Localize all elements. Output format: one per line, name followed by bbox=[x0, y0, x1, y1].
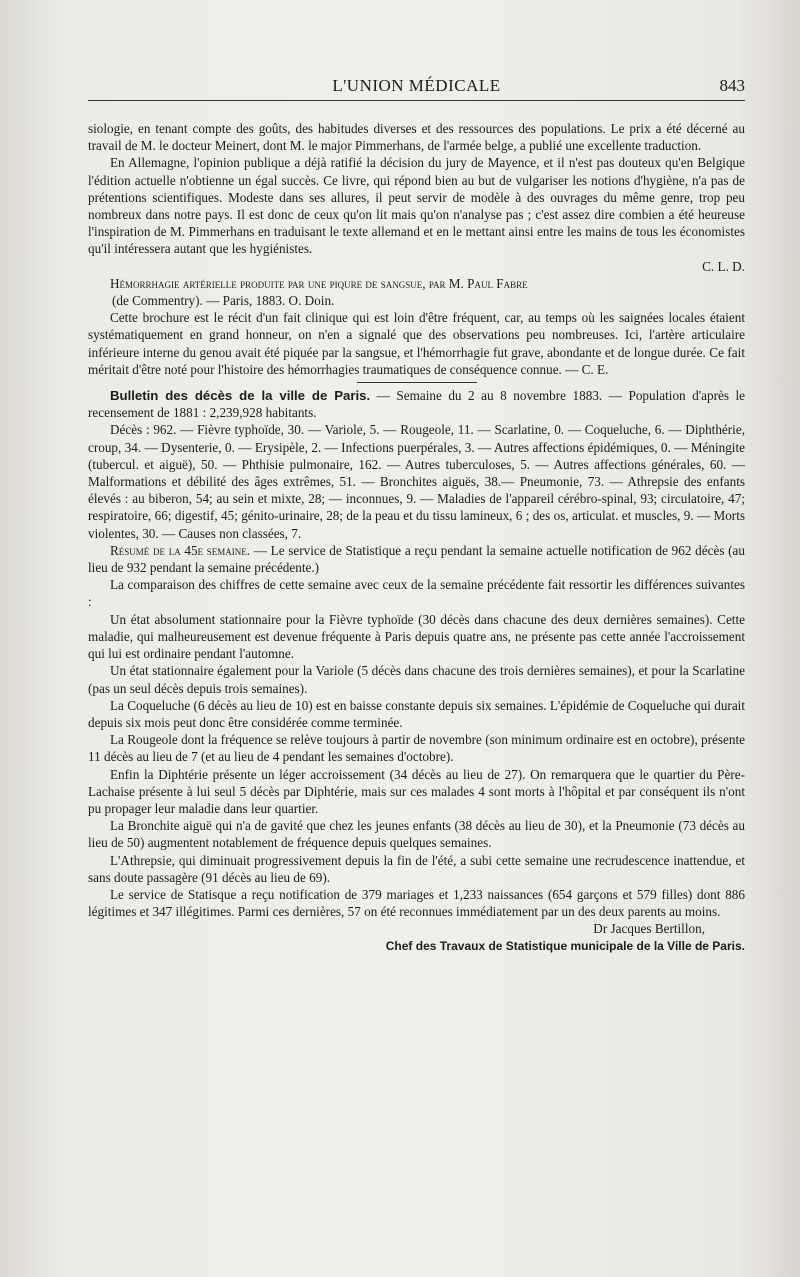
deaths-list: Décès : 962. — Fièvre typhoïde, 30. — Variole, 5. — Rougeole, 11. — Scarlatine, 0. — Coqueluche, 6. — Diphthérie, croup, 34. — Dysenterie, 0. — Erysipèle, 2. — Infections puerpérales, 3. — Autres affections épidémiques, 0. — Méningite (tubercul. et aiguë), 50. — Phthisie pulmonaire, 162. — Autres tuberculoses, 5. — Autres affections générales, 60. — Malformations et débilité des âges extrêmes, 51. — Bronchites aiguës, 38.— Pneumonie, 73. — Athrepsie des enfants élevés : au biberon, 54; au sein et mixte, 28; — inconnues, 9. — Maladies de l'appareil cérébro-spinal, 93; circulatoire, 47; respiratoire, 66; digestif, 45; génito-urinaire, 28; de la peau et du tissu lamineux, 6 ; des os, articulat. et muscles, 9. — Morts violentes, 30. — Causes non classées, 7. bbox=[88, 422, 745, 541]
running-title: L'UNION MÉDICALE bbox=[332, 76, 501, 95]
paragraph-rougeole: La Rougeole dont la fréquence se relève toujours à partir de novembre (son minimum ordinaire est en octobre), présente 11 décès au lieu de 7 (et au lieu de 4 pendant les semaines d'octobre). bbox=[88, 732, 745, 765]
paragraph-bronchite: La Bronchite aiguë qui n'a de gavité que chez les jeunes enfants (38 décès au lieu de 30), et la Pneumonie (73 décès au lieu de 50) augmentent notablement de fréquence depuis quelques semaines. bbox=[88, 818, 745, 851]
summary-label: Résumé de la 45e semaine. bbox=[110, 542, 251, 558]
paragraph-diphterie: Enfin la Diphtérie présente un léger accroissement (34 décès au lieu de 27). On remarquera que le quartier du Père-Lachaise présente à lui seul 5 décès par Diphtérie, mais sur ces malades 4 sont morts à l'hôpital et par conséquent ils n'ont pu propager leur maladie dans leur quartier. bbox=[88, 766, 745, 816]
paragraph-variole: Un état stationnaire également pour la Variole (5 décès dans chacune des trois dernières semaines), et pour la Scarlatine (pas un seul décès depuis trois semaines). bbox=[88, 663, 745, 696]
paragraph-1: siologie, en tenant compte des goûts, des habitudes diverses et des ressources des populations. Le prix a été décerné au travail de M. le docteur Meinert, dont M. le major Pimmerhans, de l'armée belge, a publié une excellente traduction. bbox=[88, 121, 745, 154]
bulletin-heading bbox=[88, 387, 745, 421]
paragraph-athrepsie: L'Athrepsie, qui diminuait progressivement depuis la fin de l'été, a subi cette semaine une recrudescence inattendue, et sans doute passagère (91 décès au lieu de 69). bbox=[88, 852, 745, 885]
bulletin-title: Bulletin des décès de la ville de Paris. bbox=[110, 388, 371, 404]
paragraph-review: Cette brochure est le récit d'un fait clinique qui est loin d'être fréquent, car, au temps où les saignées locales étaient systématiquement en grand honneur, on n'en a signalé que des observations peu nombreuses. Ici, l'artère articulaire inférieure interne du genou avait été piquée par la sangsue, et l'hémorrhagie fut grave, abondante et de longue durée. Ce fait méritait d'être noté pour l'histoire des hémorrhagies traumatiques de conséquence connue. — C. E. bbox=[88, 310, 745, 377]
signature-name: Dr Jacques Bertillon, bbox=[593, 921, 705, 937]
page-header bbox=[88, 76, 745, 101]
bulletin-intro: — Semaine du 2 au 8 novembre 1883. — Population d'après le recensement de 1881 : 2,239,928 habitants. bbox=[88, 388, 746, 421]
page-number: 843 bbox=[719, 76, 745, 95]
paragraph-2-signature: C. L. D. bbox=[702, 258, 745, 274]
review-title: Hémorrhagie artérielle produite par une piqure de sangsue, par M. Paul Fabre bbox=[110, 275, 528, 291]
paragraph-2: En Allemagne, l'opinion publique a déjà ratifié la décision du jury de Mayence, et il n'est pas douteux qu'en Belgique l'édition actuelle n'obtienne un égal succès. Ce livre, qui répond bien au but de vulgariser les notions d'hygiène, n'a pas de prétentions scientifiques. Modeste dans ses allures, il peut servir de modèle à des ouvrages du même genre, trop peu nombreux dans notre pays. Il est donc de ceux qu'on lit mais qu'on n'analyse pas ; c'est assez dire combien a été heureuse l'inspiration de M. Pimmerhans en traduisant le texte allemand et en le mettant ainsi entre les mains de tous les économistes qu'il intéressera autant que les hygiénistes. bbox=[88, 155, 745, 257]
signature-title: Chef des Travaux de Statistique municipale de la Ville de Paris. bbox=[385, 938, 745, 953]
weekly-summary bbox=[88, 542, 745, 576]
section-divider bbox=[357, 382, 477, 383]
paragraph-typhoid: Un état absolument stationnaire pour la Fièvre typhoïde (30 décès dans chacune des deux dernières semaines). Cette maladie, qui malheureusement est devenue fréquente à Paris depuis quatre ans, ne présente pas cette année l'accroissement qui lui est ordinaire pendant l'automne. bbox=[88, 611, 745, 662]
paragraph-comparison: La comparaison des chiffres de cette semaine avec ceux de la semaine précédente fait ressortir les différences suivantes : bbox=[88, 577, 745, 610]
paragraph-coqueluche: La Coqueluche (6 décès au lieu de 10) est en baisse constante depuis six semaines. L'épidémie de Coqueluche qui durait depuis six mois peut donc être considérée comme terminée. bbox=[88, 697, 745, 730]
paragraph-naissances: Le service de Statisque a reçu notification de 379 mariages et 1,233 naissances (654 garçons et 579 filles) dont 886 légitimes et 347 illégitimes. Parmi ces dernières, 57 on été reconnues immédiatement par un des deux parents au moins. bbox=[88, 886, 745, 920]
review-subtitle: (de Commentry). — Paris, 1883. O. Doin. bbox=[112, 293, 335, 309]
summary-text: — Le service de Statistique a reçu pendant la semaine actuelle notification de 962 décès (au lieu de 932 pendant la semaine précédente.) bbox=[88, 542, 745, 576]
article-body bbox=[88, 120, 745, 955]
